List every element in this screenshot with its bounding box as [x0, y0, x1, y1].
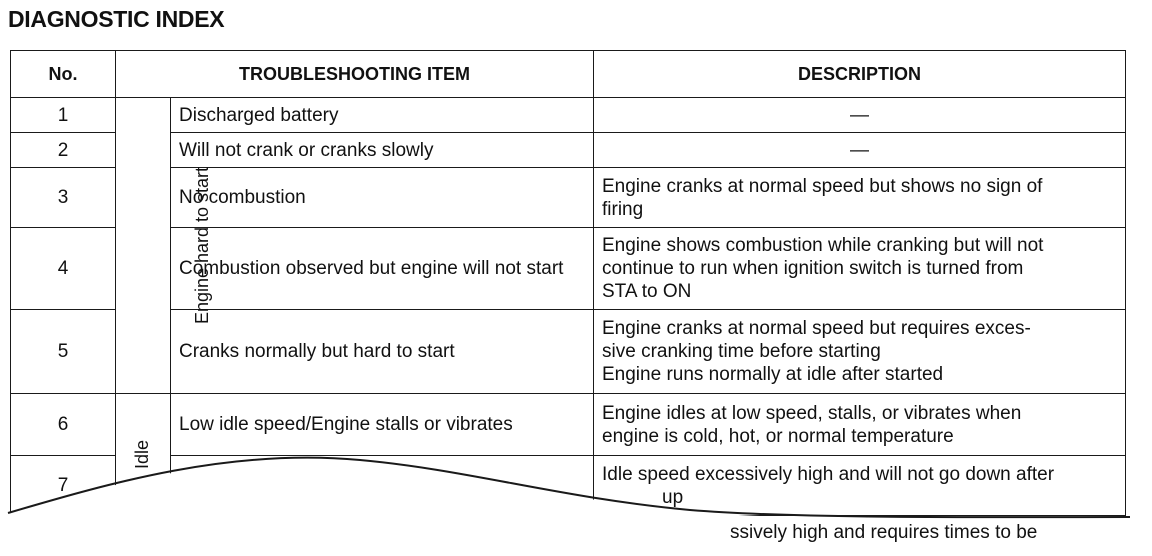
- troubleshooting-item: Discharged battery: [171, 98, 594, 133]
- row-number: 1: [11, 98, 116, 133]
- description-line: firing: [602, 198, 644, 220]
- description-line: sive cranking time before starting: [602, 341, 881, 362]
- row-number: 6: [11, 394, 116, 456]
- description-line: —: [850, 104, 869, 126]
- description-line: Idle speed excessively high and will not go down after: [602, 463, 1055, 485]
- troubleshooting-item: Cranks normally but hard to start: [171, 310, 594, 394]
- row-number: 4: [11, 228, 116, 310]
- row-number: 2: [11, 133, 116, 168]
- troubleshooting-item: Low idle speed/Engine stalls or vibrates: [171, 394, 594, 456]
- troubleshooting-item: No combustion: [171, 168, 594, 228]
- header-no: No.: [11, 51, 116, 98]
- description-line: Engine shows combustion while cranking but will not: [602, 235, 1044, 256]
- description-line: STA to ON: [602, 281, 692, 302]
- description-line: Engine cranks at normal speed but requires exces-: [602, 318, 1031, 339]
- torn-text-fragment: ssively high and requires times to be: [730, 522, 1038, 543]
- row-number: 5: [11, 310, 116, 394]
- description-line: Engine runs normally at idle after started: [602, 364, 944, 385]
- description-line: continue to run when ignition switch is turned from: [602, 258, 1024, 279]
- description-line: —: [850, 139, 869, 161]
- row-number: 7: [11, 456, 116, 516]
- description-line: Engine idles at low speed, stalls, or vibrates when: [602, 402, 1022, 424]
- description-line: up: [662, 486, 684, 508]
- description-line: Engine cranks at normal speed but shows no sign of: [602, 175, 1043, 197]
- troubleshooting-item: Combustion observed but engine will not start: [171, 228, 594, 310]
- description-line: engine is cold, hot, or normal temperature: [602, 425, 954, 447]
- page-title: DIAGNOSTIC INDEX: [8, 6, 225, 32]
- troubleshooting-item: Will not crank or cranks slowly: [171, 133, 594, 168]
- group-label: Engine hard to start: [192, 166, 213, 325]
- header-troubleshooting-item: TROUBLESHOOTING ITEM: [116, 51, 594, 98]
- row-number: 3: [11, 168, 116, 228]
- header-description: DESCRIPTION: [594, 51, 1126, 98]
- group-label: Idle: [132, 439, 153, 470]
